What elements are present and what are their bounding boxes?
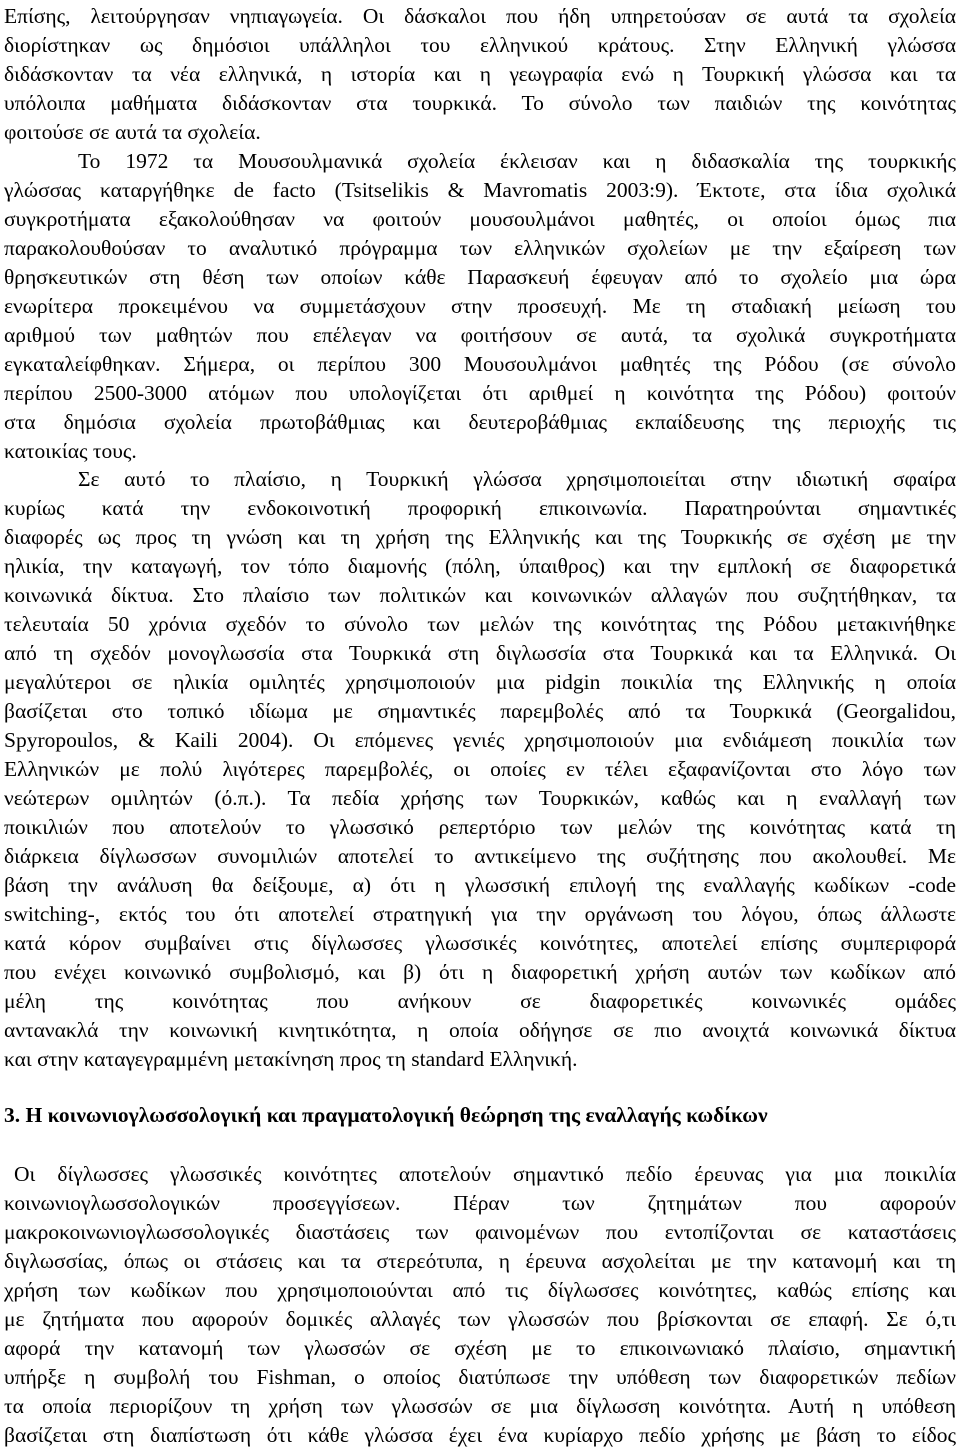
paragraph-1 bbox=[4, 2, 956, 147]
text-line: παρακολουθούσαν το αναλυτικό πρόγραμμα των ελληνικών σχολείων με την εξαίρεση των bbox=[4, 236, 956, 260]
text-line: υπόλοιπα μαθήματα διδάσκονταν στα τουρκικά. Το σύνολο των παιδιών της κοινότητας bbox=[4, 91, 956, 115]
text-line: χρήση των κωδίκων που χρησιμοποιούνται από τις δίγλωσσες κοινότητες, καθώς επίσης και bbox=[4, 1278, 956, 1302]
text-line: στα δημόσια σχολεία πρωτοβάθμιας και δευτεροβάθμιας εκπαίδευσης της περιοχής τις bbox=[4, 410, 956, 434]
text-line: γλώσσας καταργήθηκε de facto (Tsitselikis & Mavromatis 2003:9). Έκτοτε, στα ίδια σχολικά bbox=[4, 178, 956, 202]
text-line: Οι δίγλωσσες γλωσσικές κοινότητες αποτελούν σημαντικό πεδίο έρευνας για μια ποικιλία bbox=[14, 1162, 956, 1186]
text-line: βάση την ανάλυση θα δείξουμε, α) ότι η γλωσσική επιλογή της εναλλαγής κωδίκων -code bbox=[4, 873, 956, 897]
text-line: θρησκευτικών στη θέση των οποίων κάθε Παρασκευή έφευγαν από το σχολείο μια ώρα bbox=[4, 265, 956, 289]
text-line: Σε αυτό το πλαίσιο, η Τουρκική γλώσσα χρησιμοποιείται στην ιδιωτική σφαίρα bbox=[78, 467, 956, 491]
text-line: και στην καταγεγραμμένη μετακίνηση προς τη standard Ελληνική. bbox=[4, 1047, 578, 1071]
text-line: ηλικία, την καταγωγή, τον τόπο διαμονής (πόλη, ύπαιθρος) και την εμπλοκή σε διαφορετικά bbox=[4, 554, 956, 578]
text-line: Επίσης, λειτούργησαν νηπιαγωγεία. Οι δάσκαλοι που ήδη υπηρετούσαν σε αυτά τα σχολεία bbox=[4, 4, 956, 28]
text-line: διαφορές ως προς τη γνώση και τη χρήση της Ελληνικής και της Τουρκικής σε σχέση με την bbox=[4, 525, 956, 549]
text-line: τα οποία περιορίζουν τη χρήση των γλωσσών σε μια δίγλωσση κοινότητα. Αυτή η υπόθεση bbox=[4, 1394, 956, 1418]
text-line: μακροκοινωνιογλωσσολογικές διαστάσεις των φαινομένων που εντοπίζονται σε καταστάσεις bbox=[4, 1220, 956, 1244]
text-line: μεγαλύτεροι σε ηλικία ομιλητές χρησιμοποιούν μια pidgin ποικιλία της Ελληνικής η οποία bbox=[4, 670, 956, 694]
text-line: διγλωσσίας, όπως οι στάσεις και τα στερεότυπα, η έρευνα ασχολείται με την κατανομή και τη bbox=[4, 1249, 956, 1273]
text-line: που ενέχει κοινωνικό συμβολισμό, και β) ότι η διαφορετική χρήση αυτών των κωδίκων από bbox=[4, 960, 956, 984]
text-line: από τη σχεδόν μονογλωσσία στα Τουρκικά στη διγλωσσία στα Τουρκικά και τα Ελληνικά. Οι bbox=[4, 641, 956, 665]
text-line: Ελληνικών με πολύ λιγότερες παρεμβολές, οι οποίες εν τέλει εξαφανίζονται στο λόγο των bbox=[4, 757, 956, 781]
text-line: αφορά την κατανομή των γλωσσών σε σχέση με το επικοινωνιακό πλαίσιο, σημαντική bbox=[4, 1336, 956, 1360]
text-line: ποικιλιών που αποτελούν το γλωσσικό ρεπερτόριο των μελών της κοινότητας κατά τη bbox=[4, 815, 956, 839]
text-line: εγκαταλείφθηκαν. Σήμερα, οι περίπου 300 Μουσουλμάνοι μαθητές της Ρόδου (σε σύνολο bbox=[4, 352, 956, 376]
text-line: κοινωνιογλωσσολογικών προσεγγίσεων. Πέραν των ζητημάτων που αφορούν bbox=[4, 1191, 956, 1215]
text-line: νεώτερων ομιλητών (ό.π.). Τα πεδία χρήσης των Τουρκικών, καθώς και η εναλλαγή των bbox=[4, 786, 956, 810]
text-line: κατά κόρον συμβαίνει στις δίγλωσσες γλωσσικές κοινότητες, αποτελεί επίσης συμπεριφορά bbox=[4, 931, 956, 955]
text-line: αντανακλά την κοινωνική κινητικότητα, η οποία οδήγησε σε πιο ανοιχτά κοινωνικά δίκτυα bbox=[4, 1018, 956, 1042]
paragraph-4 bbox=[4, 1160, 956, 1448]
text-line: υπήρξε η συμβολή του Fishman, ο οποίος διατύπωσε την υπόθεση των διαφορετικών πεδίων bbox=[4, 1365, 956, 1389]
text-line: βασίζεται στη διαπίστωση ότι κάθε γλώσσα έχει ένα κυρίαρχο πεδίο χρήσης με βάση το είδος bbox=[4, 1423, 956, 1447]
text-line: αριθμού των μαθητών που επέλεγαν να φοιτήσουν σε αυτά, τα σχολικά συγκροτήματα bbox=[4, 323, 956, 347]
paragraph-3 bbox=[4, 465, 956, 1074]
text-line: βασίζεται στο τοπικό ιδίωμα με σημαντικές παρεμβολές από τα Τουρκικά (Georgalidou, bbox=[4, 699, 956, 723]
section-heading: 3. Η κοινωνιογλωσσολογική και πραγματολογική θεώρηση της εναλλαγής κωδίκων bbox=[4, 1103, 768, 1127]
text-line: τελευταία 50 χρόνια σχεδόν το σύνολο των μελών της κοινότητας της Ρόδου μετακινήθηκε bbox=[4, 612, 956, 636]
text-line: κατοικίας τους. bbox=[4, 439, 137, 463]
paragraph-2 bbox=[4, 147, 956, 466]
text-line: μέλη της κοινότητας που ανήκουν σε διαφορετικές κοινωνικές ομάδες bbox=[4, 989, 956, 1013]
text-line: περίπου 2500-3000 ατόμων που υπολογίζεται ότι αριθμεί η κοινότητα της Ρόδου) φοιτούν bbox=[4, 381, 956, 405]
text-line: συγκροτήματα εξακολούθησαν να φοιτούν μουσουλμάνοι μαθητές, οι οποίοι όμως πια bbox=[4, 207, 956, 231]
text-line: φοιτούσε σε αυτά τα σχολεία. bbox=[4, 120, 261, 144]
text-line: με ζητήματα που αφορούν δομικές αλλαγές των γλωσσών που βρίσκονται σε επαφή. Σε ό,τι bbox=[4, 1307, 956, 1331]
text-line: διάρκεια δίγλωσσων συνομιλιών αποτελεί το αντικείμενο της συζήτησης που ακολουθεί. Με bbox=[4, 844, 956, 868]
text-line: Spyropoulos, & Kaili 2004). Οι επόμενες γενιές χρησιμοποιούν μια ενδιάμεση ποικιλία των bbox=[4, 728, 956, 752]
text-line: διδάσκονταν τα νέα ελληνικά, η ιστορία και η γεωγραφία ενώ η Τουρκική γλώσσα και τα bbox=[4, 62, 956, 86]
text-line: switching-, εκτός του ότι αποτελεί στρατηγική για την οργάνωση του λόγου, όπως άλλωστε bbox=[4, 902, 956, 926]
text-line: ενωρίτερα προκειμένου να συμμετάσχουν στην προσευχή. Με τη σταδιακή μείωση του bbox=[4, 294, 956, 318]
text-line: διορίστηκαν ως δημόσιοι υπάλληλοι του ελληνικού κράτους. Στην Ελληνική γλώσσα bbox=[4, 33, 956, 57]
text-line: κοινωνικά δίκτυα. Στο πλαίσιο των πολιτικών και κοινωνικών αλλαγών που συζητήθηκαν, τα bbox=[4, 583, 956, 607]
text-line: κυρίως κατά την ενδοκοινοτική προφορική επικοινωνία. Παρατηρούνται σημαντικές bbox=[4, 496, 956, 520]
text-line: Το 1972 τα Μουσουλμανικά σχολεία έκλεισαν και η διδασκαλία της τουρκικής bbox=[78, 149, 956, 173]
